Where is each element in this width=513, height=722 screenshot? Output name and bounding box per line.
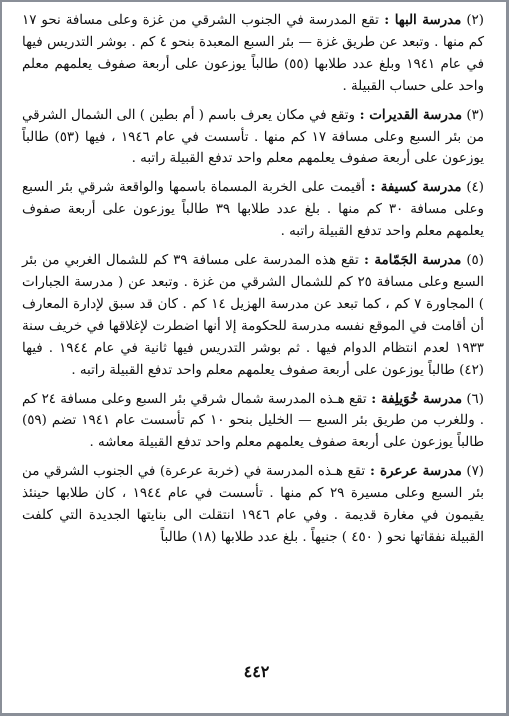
item-number: (٣) [466, 107, 484, 123]
page-number: ٤٤٢ [243, 662, 270, 681]
school-title: مدرسة البها [394, 12, 462, 28]
paragraph-al-jammama [22, 250, 484, 381]
school-title: مدرسة عرعرة [379, 463, 462, 480]
school-title: مدرسة الجَمّامة [374, 252, 462, 269]
item-number: (٢) [466, 13, 484, 28]
paragraph-body: تقع هـذه المدرسة شمال شرقي بئر السبع وعلى مسافة ٢٤ كم . وللغرب من طريق بئر السبع — الخليل بنحو ١٠ كم تأسست عام ١٩٤١ تضم (٥٩) طالباً يوزعون على أربعة صفوف يعلمهم معلم واحد تدفع القبيلة معاشه . [22, 391, 484, 451]
title-separator: : [365, 463, 380, 480]
paragraph-arara [22, 461, 484, 549]
school-title: مدرسة القديرات [369, 106, 463, 123]
paragraph-body: أقيمت على الخربة المسماة باسمها والواقعة شرقي بئر السبع وعلى مسافة ٣٠ كم منها . بلغ عدد طلابها ٣٩ طالباً يوزعون على أربعة صفوف يعلمهم معلم واحد تدفع القبيلة راتبه . [22, 180, 485, 240]
school-title: مدرسة خُوَيلِفة [380, 390, 463, 407]
title-separator: : [365, 179, 381, 196]
paragraph-kusaifa [22, 177, 484, 243]
school-title: مدرسة كسيفة [380, 179, 462, 196]
title-separator: : [358, 252, 375, 269]
paragraph-body: تقع هـذه المدرسة في (خربة عرعرة) في الجنوب الشرقي من بئر السبع وعلى مسيرة ٢٩ كم منها . تأسست في عام ١٩٤٤ ، كان طلابها حينئذ يقيمون في مغارة قديمة . وفي عام ١٩٤٦ انتقلت الى بنايتها الجديدة التي كلفت القبيلة نفقاتها نحو ( ٤٥٠ ) جنيهاً . بلغ عدد طلابها (١٨) طالباً [22, 464, 484, 545]
item-number: (٦) [466, 391, 484, 407]
paragraph-body: تقع هذه المدرسة على مسافة ٣٩ كم للشمال الغربي من بئر السبع وعلى مسافة ٢٥ كم للشمال الشرقي من غزة . وتبعد عن ( مدرسة الجبارات ) المجاورة ٧ كم ، كما تبعد عن مدرسة الهزيل ١٤ كم . كان قد سبق لإدارة المعارف أن أقامت في الموقع نفسه مدرسة للحكومة إلا أنها اضطرت لإغلاقها في خريف سنة ١٩٣٣ لعدم انتظام الدوام فيها . ثم بوشر التدريس فيها ثانية في عام ١٩٤٤ . فيها (٤٢) طالباً يوزعون على أربعة صفوف يعلمهم معلم واحد تدفع القبيلة راتبه . [22, 253, 485, 378]
title-separator: : [366, 390, 381, 407]
item-number: (٤) [466, 180, 484, 196]
paragraph-body: وتقع في مكان يعرف باسم ( أم بطين ) الى الشمال الشرقي من بئر السبع وعلى مسافة ١٧ كم منها . تأسست في عام ١٩٤٦ ، فيها (٥٣) طالباً يوزعون على أربعة صفوف يعلمهم معلم واحد تدفع القبيلة راتبه . [22, 107, 484, 167]
item-number: (٧) [466, 464, 484, 480]
item-number: (٥) [466, 253, 484, 269]
paragraph-khuwailifa [22, 389, 484, 455]
title-separator: : [354, 106, 370, 123]
paragraph-body: تقع المدرسة في الجنوب الشرقي من غزة وعلى مسافة نحو ١٧ كم منها . وتبعد عن طريق غزة — بئر السبع المعبدة بنحو ٤ كم . بوشر التدريس فيها في عام ١٩٤١ وبلغ عدد طلابها (٥٥) طالباً يوزعون على أربعة صفوف يعلمهم معلم واحد على حساب القبيلة . [22, 13, 484, 94]
paragraph-al-qudairat [22, 105, 484, 171]
document-page [22, 10, 484, 549]
paragraph-al-baha [22, 10, 484, 98]
title-separator: : [378, 12, 395, 28]
